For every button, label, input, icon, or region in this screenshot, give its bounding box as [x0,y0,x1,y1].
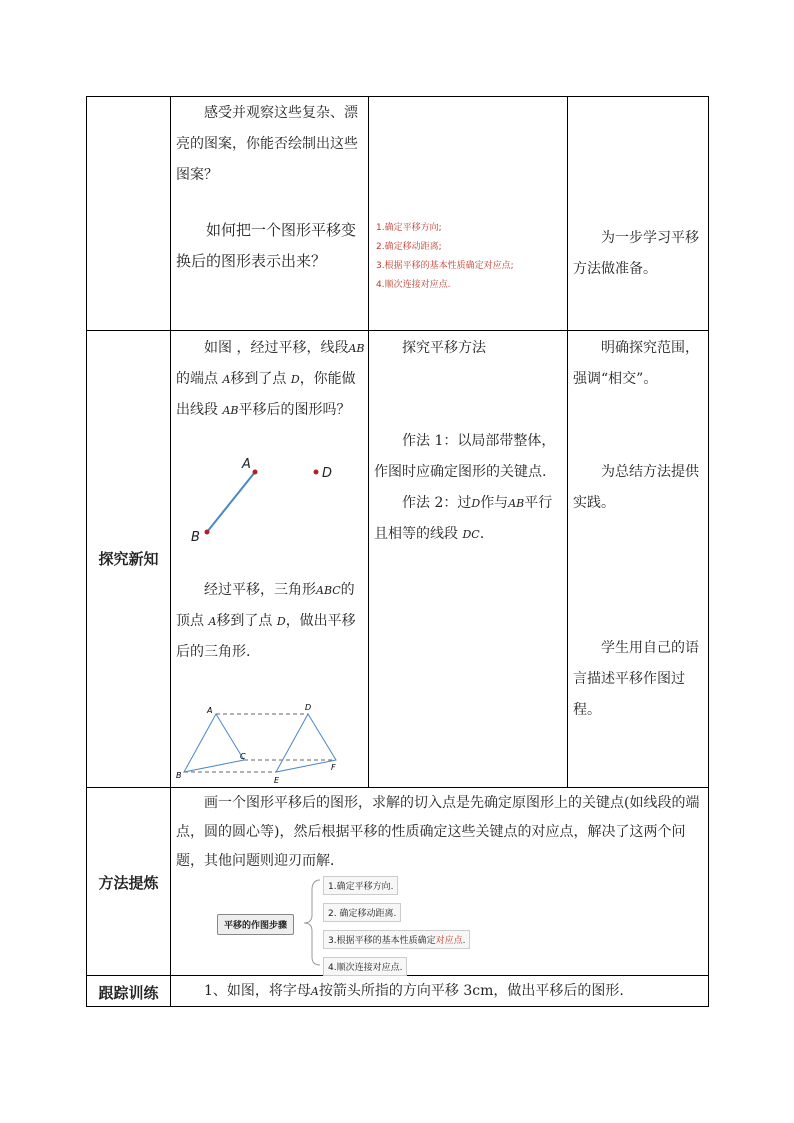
label-d: D [322,466,333,481]
q1-var-a: A [222,373,231,386]
method-1: 作法 1：以局部带整体，作图时应确定图形的关键点. [374,433,556,480]
table-border-right [708,96,709,1007]
q1-text-c: 移到了点 [230,371,287,387]
segment-figure [180,450,360,550]
step-item-1: 1.确定平移方向; [376,223,442,233]
mindmap-brace [304,880,320,965]
m2-text-d: . [479,526,485,542]
row4-text-cell [176,976,704,1007]
method-2 [374,488,564,550]
q2-var-d: D [276,615,286,628]
method-title: 探究平移方法 [402,340,486,356]
practice-text-a: 1、如图，将字母 [204,983,311,999]
q1-text-e: 平移后的图形吗？ [238,402,351,418]
q2-var-abc: ABC [316,584,341,597]
mindmap-item-3-red: 对应点 [435,936,463,946]
row1-question-text: 如何把一个图形平移变换后的图形表示出来？ [176,221,357,270]
m2-var-dc: DC [462,528,480,541]
row2-purpose-cell [573,333,707,726]
m2-var-d: D [471,497,481,510]
tri-label-a: A [207,706,213,715]
practice-letter: A [310,985,319,998]
mindmap-item-3-text: 3.根据平移的基本性质确定 [328,936,436,946]
col-divider-3 [567,96,568,787]
purpose-2: 为总结方法提供实践。 [573,464,699,511]
label-b: B [191,530,200,545]
tri-label-e: E [274,776,280,785]
practice-text-b: 按箭头所指的方向平移 3cm，做出平移后的图形. [318,983,624,999]
row1-observe-text: 感受并观察这些复杂、漂亮的图案，你能否绘制出这些图案？ [176,105,358,183]
label-a: A [242,457,251,472]
table-border-top [86,96,709,97]
q2-var-a: A [208,615,217,628]
q1-text-a: 如图 ，经过平移，线段 [204,340,349,356]
mindmap-item-3 [323,930,470,949]
step-item-3: 3.根据平移的基本性质确定对应点; [376,261,514,271]
triangle-abc [184,714,244,772]
row2-header: 探究新知 [98,550,159,568]
purpose-3: 学生用自己的语言描述平移作图过程。 [573,640,699,718]
row4-header: 跟踪训练 [98,984,159,1002]
q1-text-d: ，你能做出线段 [176,371,356,418]
step-item-2: 2.确定移动距离; [376,242,442,252]
mindmap-root: 平移的作图步骤 [217,914,294,935]
point-a [253,470,258,475]
mindmap-item-4: 4.顺次连接对应点. [323,957,407,976]
tri-label-c: C [240,752,246,761]
row1-purpose-cell [573,223,705,285]
q2-text-b: 的顶点 [176,582,355,629]
row1-purpose-text: 为一步学习平移方法做准备。 [573,230,699,277]
q1-var-ab: AB [348,342,365,355]
mindmap-item-2: 2. 确定移动距离. [323,903,401,922]
row3-text-cell [176,789,704,876]
row2-segment-question [176,333,366,426]
row-divider-2 [86,787,709,788]
m2-text-b: 作与 [480,495,509,511]
mindmap-item-3-end: . [462,936,466,946]
q1-var-d: D [290,373,300,386]
row1-steps-cell [376,219,564,295]
row3-header: 方法提炼 [98,874,159,892]
m2-text-a: 作法 2：过 [402,495,472,511]
tri-label-d: D [305,703,312,712]
row2-method-cell [374,333,564,550]
row2-triangle-cell [176,575,366,668]
col-divider-2 [368,96,369,787]
segment-ab [207,472,255,532]
step-item-4: 4.顺次连接对应点. [376,280,451,290]
practice-question [176,976,704,1007]
tri-label-f: F [331,763,336,772]
m2-text-c: 平行且相等的线段 [374,495,553,542]
point-d [314,470,319,475]
tri-label-b: B [176,771,182,780]
mindmap-item-1: 1.确定平移方向. [323,876,398,895]
q1-text-b: 的端点 [176,371,218,387]
point-b [205,530,210,535]
row-divider-1 [86,330,709,331]
q2-text-d: ，做出平移后的三角形. [176,613,356,660]
triangle-def [276,714,336,772]
method-summary: 画一个图形平移后的图形，求解的切入点是先确定原图形上的关键点(如线段的端点，圆的圆心等)，然后根据平移的性质确定这些关键点的对应点，解决了这两个问题，其他问题则迎刃而解． [176,795,700,869]
row2-triangle-question [176,575,366,668]
q2-text-c: 移到了点 [216,613,273,629]
q1-var-ab2: AB [222,404,239,417]
triangle-figure [174,700,354,786]
m2-var-ab: AB [508,497,525,510]
purpose-1: 明确探究范围，强调“相交”。 [573,340,699,387]
row1-activity-cell [176,98,364,277]
col-divider-1 [170,96,171,1007]
q2-text-a: 经过平移，三角形 [204,582,316,598]
row2-question-cell [176,333,366,426]
